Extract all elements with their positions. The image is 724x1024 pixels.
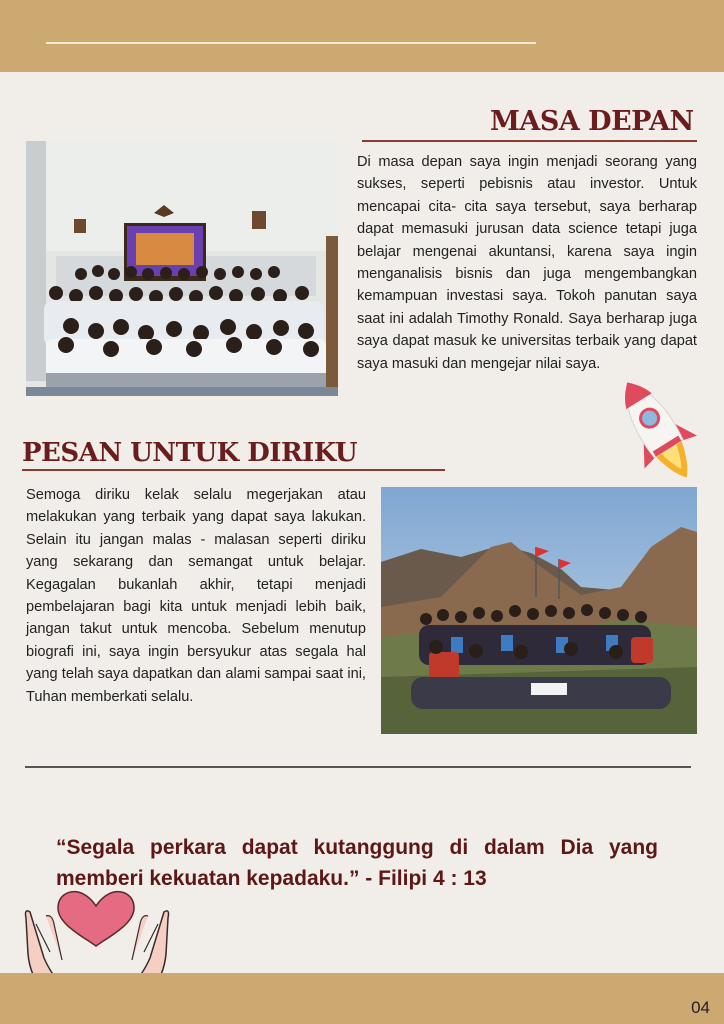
top-band <box>0 0 724 72</box>
masa-depan-underline <box>362 140 697 142</box>
pesan-underline <box>22 469 445 471</box>
rocket-icon <box>612 370 702 488</box>
masa-depan-heading: MASA DEPAN <box>490 106 694 137</box>
pesan-heading: PESAN UNTUK DIRIKU <box>22 438 358 468</box>
section-divider <box>25 766 691 768</box>
masa-depan-text: Di masa depan saya ingin menjadi seorang yang sukses, seperti pebisnis atau investor. Untuk mencapai cita- cita saya tersebut, saya berharap dapat memasuki jurusan data science tetapi juga belajar mengenai akuntansi, karena saya ingin menganalisis bisnis dan juga mengembangkan kemampuan investasi saya. Tokoh panutan saya saat ini adalah Timothy Ronald. Saya berharap juga saya dapat masuk ke universitas terbaik yang dapat saya masuki dan mengejar nilai saya. <box>357 154 697 372</box>
class-group-photo <box>26 141 338 396</box>
top-decorative-line <box>46 42 536 44</box>
bottom-band <box>0 973 724 1024</box>
mountain-group-photo <box>381 487 697 734</box>
pesan-text: Semoga diriku kelak selalu megerjakan atau melakukan yang terbaik yang dapat saya lakukan. Selain itu jangan malas - malasan seperti diriku yang sekarang dan semangat untuk belajar. Kegagalan bukanlah akhir, tetapi menjadi pembelajaran bagi kita untuk menjadi lebih baik, jangan takut untuk mencoba. Sebelum menutup biografi ini, saya ingin bersyukur atas segala hal yang telah saya dapatkan dan alami sampai saat ini, Tuhan memberkati selalu. <box>26 487 366 705</box>
page-number: 04 <box>691 998 710 1017</box>
bible-quote: “Segala perkara dapat kutanggung di dalam Dia yang memberi kekuatan kepadaku.” - Filipi 4 : 13 <box>56 836 658 890</box>
